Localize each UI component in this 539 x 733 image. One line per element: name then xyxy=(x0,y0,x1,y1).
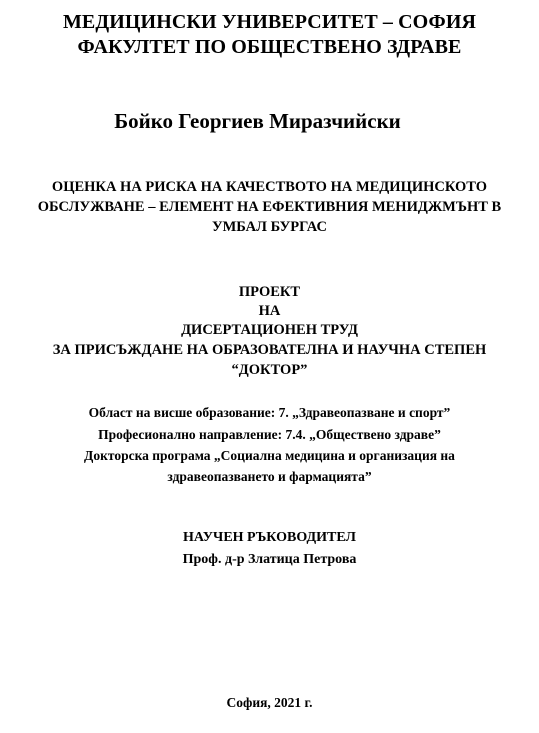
field-of-education: Област на висше образование: 7. „Здравеопазване и спорт” xyxy=(88,405,451,420)
supervisor-name: Проф. д-р Златица Петрова xyxy=(182,552,357,567)
thesis-title-line-1: ОЦЕНКА НА РИСКА НА КАЧЕСТВОТО НА МЕДИЦИНСКОТО xyxy=(51,179,488,195)
university-name: МЕДИЦИНСКИ УНИВЕРСИТЕТ – СОФИЯ xyxy=(62,11,477,33)
supervisor-heading: НАУЧЕН РЪКОВОДИТЕЛ xyxy=(183,530,356,545)
thesis-title-line-3: УМБАЛ БУРГАС xyxy=(211,219,328,235)
author-name: Бойко Георгиев Миразчийски xyxy=(114,109,401,133)
project-line-3: ДИСЕРТАЦИОНЕН ТРУД xyxy=(181,322,358,338)
project-line-5: “ДОКТОР” xyxy=(231,362,308,378)
professional-direction: Професионално направление: 7.4. „Обществено здраве” xyxy=(98,427,441,442)
faculty-name: ФАКУЛТЕТ ПО ОБЩЕСТВЕНО ЗДРАВЕ xyxy=(77,36,462,58)
place-and-date: София, 2021 г. xyxy=(226,695,313,710)
doctoral-program-line-2: здравеопазването и фармацията” xyxy=(167,469,372,484)
doctoral-program-line-1: Докторска програма „Социална медицина и организация на xyxy=(84,448,455,463)
project-line-4: ЗА ПРИСЪЖДАНЕ НА ОБРАЗОВАТЕЛНА И НАУЧНА СТЕПЕН xyxy=(52,342,487,358)
thesis-title-line-2: ОБСЛУЖВАНЕ – ЕЛЕМЕНТ НА ЕФЕКТИВНИЯ МЕНИДЖМЪНТ В xyxy=(37,199,502,215)
project-line-2: НА xyxy=(258,303,281,319)
project-line-1: ПРОЕКТ xyxy=(238,284,301,300)
